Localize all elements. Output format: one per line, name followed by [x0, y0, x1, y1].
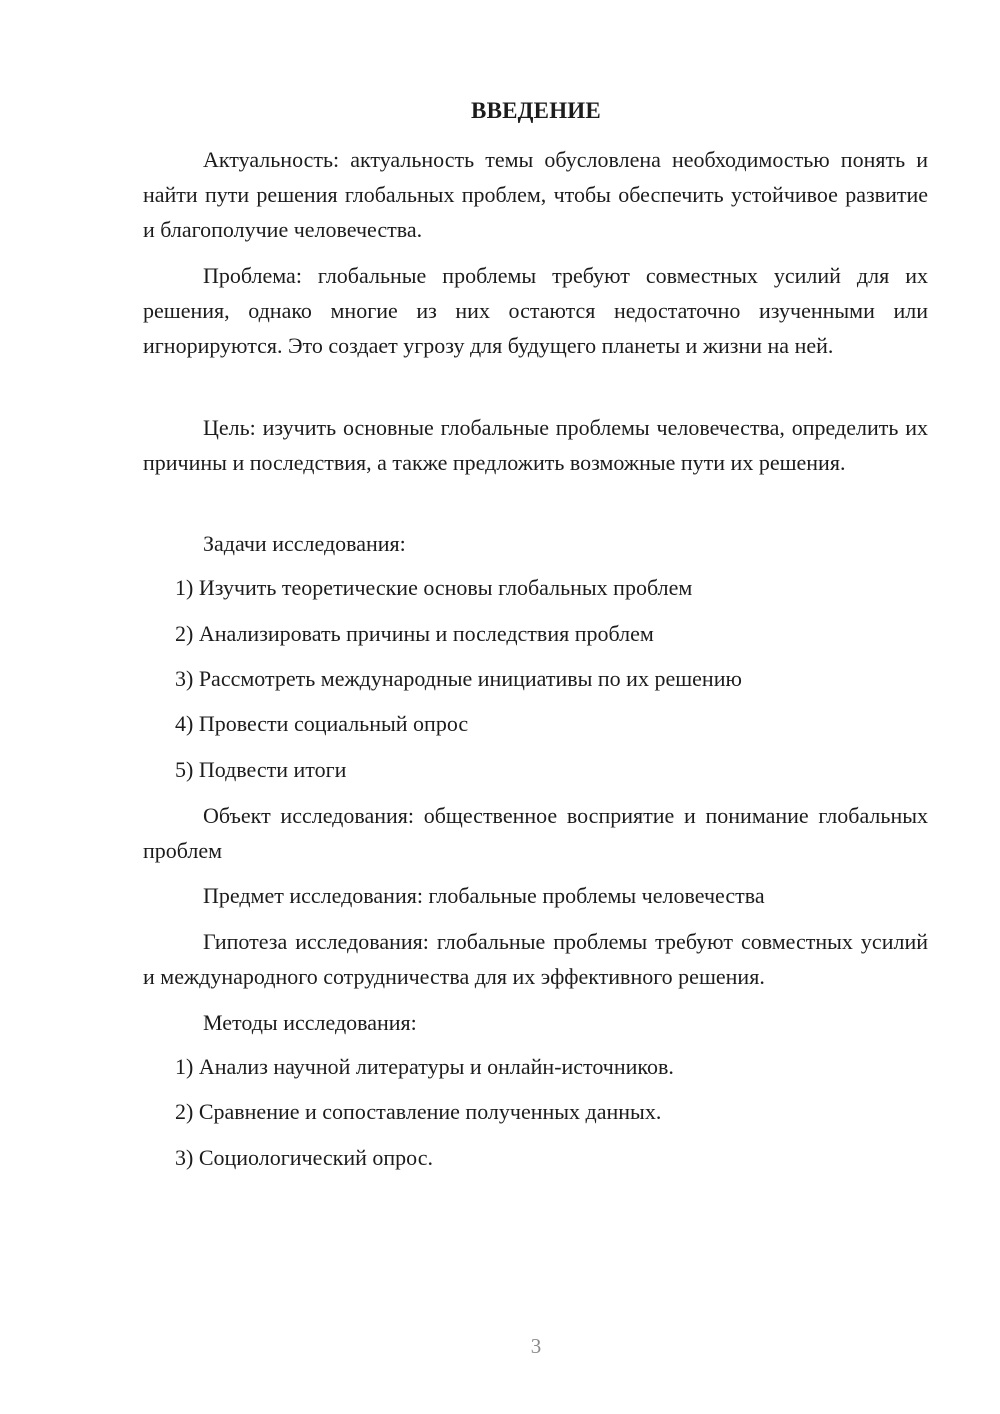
methods-title: Методы исследования:	[203, 1010, 417, 1035]
paragraph-subject: Предмет исследования: глобальные проблемы человечества	[203, 883, 765, 908]
paragraph-relevance: Актуальность: актуальность темы обусловлена необходимостью понять и найти пути решения глобальных проблем, чтобы обеспечить устойчивое развитие и благополучие человечества.	[143, 147, 928, 242]
task-item-2: 2) Анализировать причины и последствия проблем	[175, 621, 654, 646]
paragraph-goal: Цель: изучить основные глобальные проблемы человечества, определить их причины и последствия, а также предложить возможные пути их решения.	[143, 415, 928, 475]
page-number: 3	[530, 1334, 542, 1358]
paragraph-hypothesis: Гипотеза исследования: глобальные проблемы требуют совместных усилий и международного сотрудничества для их эффективного решения.	[143, 929, 928, 989]
task-item-1: 1) Изучить теоретические основы глобальных проблем	[175, 575, 693, 600]
method-item-2: 2) Сравнение и сопоставление полученных данных.	[175, 1099, 662, 1124]
tasks-title: Задачи исследования:	[203, 531, 406, 556]
page-title: ВВЕДЕНИЕ	[471, 98, 601, 123]
paragraph-problem: Проблема: глобальные проблемы требуют совместных усилий для их решения, однако многие из них остаются недостаточно изученными или игнорируются. Это создает угрозу для будущего планеты и жизни на ней.	[143, 263, 928, 358]
task-item-3: 3) Рассмотреть международные инициативы по их решению	[175, 666, 742, 691]
task-item-4: 4) Провести социальный опрос	[175, 711, 469, 736]
method-item-3: 3) Социологический опрос.	[175, 1145, 433, 1170]
paragraph-object: Объект исследования: общественное восприятие и понимание глобальных проблем	[143, 803, 928, 863]
task-item-5: 5) Подвести итоги	[175, 757, 347, 782]
method-item-1: 1) Анализ научной литературы и онлайн-источников.	[175, 1054, 674, 1079]
